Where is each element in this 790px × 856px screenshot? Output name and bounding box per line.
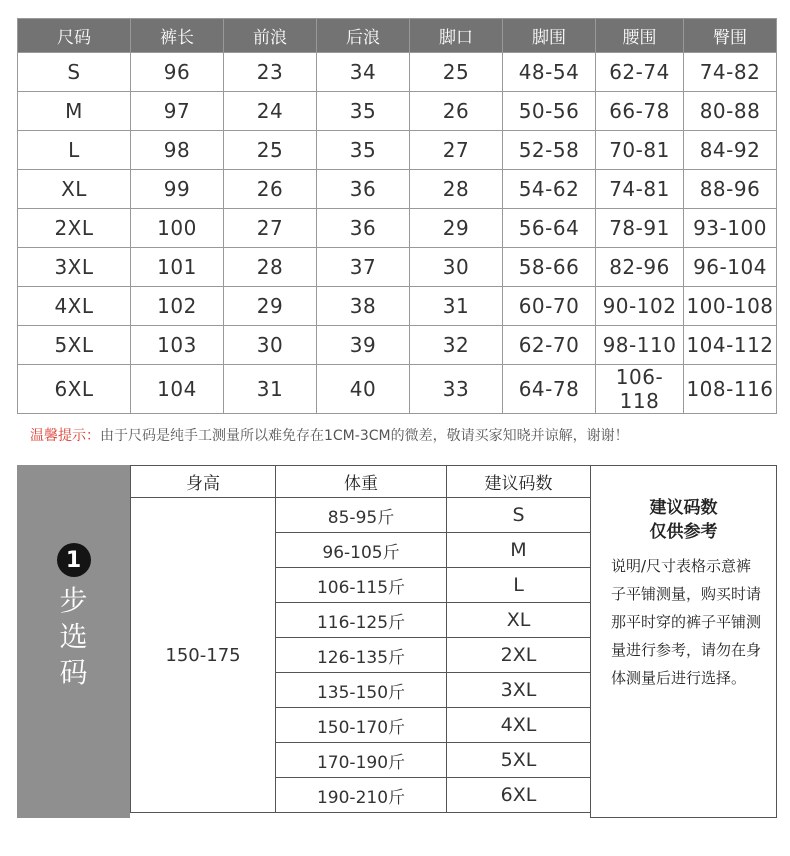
- measurement-cell: 104: [131, 365, 224, 414]
- measurement-cell: 54-62: [503, 170, 596, 209]
- measurement-cell: 84-92: [684, 131, 777, 170]
- measurement-cell: 25: [410, 53, 503, 92]
- measurement-cell: 38: [317, 287, 410, 326]
- height-range-cell: 150-175: [131, 498, 276, 813]
- note-body: 说明/尺寸表格示意裤子平铺测量，购买时请那平时穿的裤子平铺测量进行参考，请勿在身体测量后进行选择。: [611, 557, 762, 687]
- measurement-cell: 66-78: [596, 92, 684, 131]
- recommended-size-cell: 5XL: [447, 743, 591, 778]
- weight-cell: 116-125斤: [276, 603, 447, 638]
- size-row: [18, 287, 777, 326]
- size-label-cell: 5XL: [18, 326, 131, 365]
- weight-cell: 170-190斤: [276, 743, 447, 778]
- step-label: 步选码: [59, 584, 88, 689]
- measurement-cell: 48-54: [503, 53, 596, 92]
- measurement-cell: 80-88: [684, 92, 777, 131]
- weight-cell: 126-135斤: [276, 638, 447, 673]
- measurement-cell: 102: [131, 287, 224, 326]
- measurement-cell: 96: [131, 53, 224, 92]
- measurement-cell: 28: [224, 248, 317, 287]
- size-chart-table: [17, 18, 777, 414]
- size-row: [18, 209, 777, 248]
- size-row: [18, 53, 777, 92]
- header-leg-opening: 脚口: [410, 19, 503, 53]
- size-chart-body: [18, 53, 777, 414]
- guide-header-row: [131, 466, 591, 498]
- recommended-size-cell: S: [447, 498, 591, 533]
- size-row: [18, 326, 777, 365]
- recommended-size-cell: M: [447, 533, 591, 568]
- measurement-cell: 103: [131, 326, 224, 365]
- measurement-cell: 50-56: [503, 92, 596, 131]
- header-size: 尺码: [18, 19, 131, 53]
- measurement-cell: 64-78: [503, 365, 596, 414]
- weight-cell: 106-115斤: [276, 568, 447, 603]
- size-row: [18, 92, 777, 131]
- measurement-cell: 39: [317, 326, 410, 365]
- measurement-cell: 58-66: [503, 248, 596, 287]
- header-pants-length: 裤长: [131, 19, 224, 53]
- measurement-cell: 62-74: [596, 53, 684, 92]
- note-title-line2: 仅供参考: [649, 522, 718, 542]
- measurement-cell: 70-81: [596, 131, 684, 170]
- measurement-cell: 100-108: [684, 287, 777, 326]
- measurement-cell: 106-118: [596, 365, 684, 414]
- weight-cell: 190-210斤: [276, 778, 447, 813]
- measurement-cell: 28: [410, 170, 503, 209]
- measurement-cell: 26: [410, 92, 503, 131]
- size-label-cell: XL: [18, 170, 131, 209]
- measurement-cell: 97: [131, 92, 224, 131]
- note-title-line1: 建议码数: [649, 498, 718, 518]
- size-label-cell: 2XL: [18, 209, 131, 248]
- measurement-cell: 27: [410, 131, 503, 170]
- size-label-cell: L: [18, 131, 131, 170]
- measurement-cell: 34: [317, 53, 410, 92]
- measurement-cell: 99: [131, 170, 224, 209]
- recommended-size-cell: 2XL: [447, 638, 591, 673]
- measurement-cell: 31: [224, 365, 317, 414]
- recommended-size-cell: 3XL: [447, 673, 591, 708]
- size-chart-header-row: [18, 19, 777, 53]
- measurement-cell: 52-58: [503, 131, 596, 170]
- guide-header-weight: 体重: [276, 466, 447, 498]
- weight-cell: 96-105斤: [276, 533, 447, 568]
- measurement-cell: 30: [410, 248, 503, 287]
- measurement-cell: 98-110: [596, 326, 684, 365]
- measurement-cell: 36: [317, 209, 410, 248]
- size-label-cell: S: [18, 53, 131, 92]
- measurement-cell: 25: [224, 131, 317, 170]
- measurement-cell: 36: [317, 170, 410, 209]
- header-back-rise: 后浪: [317, 19, 410, 53]
- tip-text: 由于尺码是纯手工测量所以难免存在1CM-3CM的微差，敬请买家知晓并谅解，谢谢！: [100, 428, 629, 444]
- measurement-cell: 60-70: [503, 287, 596, 326]
- step-number-badge: 1: [57, 543, 91, 577]
- size-label-cell: 4XL: [18, 287, 131, 326]
- size-label-cell: M: [18, 92, 131, 131]
- weight-cell: 85-95斤: [276, 498, 447, 533]
- measurement-cell: 62-70: [503, 326, 596, 365]
- header-ankle-circumference: 脚围: [503, 19, 596, 53]
- size-label-cell: 3XL: [18, 248, 131, 287]
- measurement-cell: 96-104: [684, 248, 777, 287]
- measurement-cell: 74-82: [684, 53, 777, 92]
- measurement-cell: 29: [224, 287, 317, 326]
- note-title: [591, 496, 776, 544]
- guide-header-height: 身高: [131, 466, 276, 498]
- measurement-cell: 82-96: [596, 248, 684, 287]
- measurement-cell: 104-112: [684, 326, 777, 365]
- size-row: [18, 248, 777, 287]
- header-front-rise: 前浪: [224, 19, 317, 53]
- recommended-size-cell: 6XL: [447, 778, 591, 813]
- measurement-cell: 26: [224, 170, 317, 209]
- size-row: [18, 170, 777, 209]
- measurement-cell: 40: [317, 365, 410, 414]
- header-waist: 腰围: [596, 19, 684, 53]
- step-panel: [17, 465, 130, 818]
- measurement-cell: 90-102: [596, 287, 684, 326]
- measurement-cell: 24: [224, 92, 317, 131]
- measurement-cell: 23: [224, 53, 317, 92]
- note-box: [590, 465, 777, 818]
- recommended-size-cell: 4XL: [447, 708, 591, 743]
- measurement-cell: 100: [131, 209, 224, 248]
- measurement-cell: 27: [224, 209, 317, 248]
- header-hip: 臀围: [684, 19, 777, 53]
- size-row: [18, 365, 777, 414]
- measurement-cell: 33: [410, 365, 503, 414]
- recommended-size-cell: XL: [447, 603, 591, 638]
- measurement-cell: 78-91: [596, 209, 684, 248]
- guide-row: [131, 498, 591, 533]
- size-row: [18, 131, 777, 170]
- measurement-cell: 98: [131, 131, 224, 170]
- weight-cell: 135-150斤: [276, 673, 447, 708]
- size-guide-table: [130, 465, 591, 813]
- guide-table-body: [131, 498, 591, 813]
- measurement-cell: 35: [317, 131, 410, 170]
- measurement-cell: 37: [317, 248, 410, 287]
- measurement-cell: 32: [410, 326, 503, 365]
- measurement-cell: 56-64: [503, 209, 596, 248]
- weight-cell: 150-170斤: [276, 708, 447, 743]
- measurement-cell: 74-81: [596, 170, 684, 209]
- measurement-cell: 88-96: [684, 170, 777, 209]
- recommended-size-cell: L: [447, 568, 591, 603]
- measurement-cell: 101: [131, 248, 224, 287]
- measurement-cell: 30: [224, 326, 317, 365]
- measurement-cell: 29: [410, 209, 503, 248]
- measurement-cell: 35: [317, 92, 410, 131]
- measurement-cell: 108-116: [684, 365, 777, 414]
- measurement-cell: 93-100: [684, 209, 777, 248]
- size-label-cell: 6XL: [18, 365, 131, 414]
- tip-line: [30, 425, 629, 445]
- tip-label: 温馨提示：: [30, 428, 100, 444]
- measurement-cell: 31: [410, 287, 503, 326]
- guide-header-size: 建议码数: [447, 466, 591, 498]
